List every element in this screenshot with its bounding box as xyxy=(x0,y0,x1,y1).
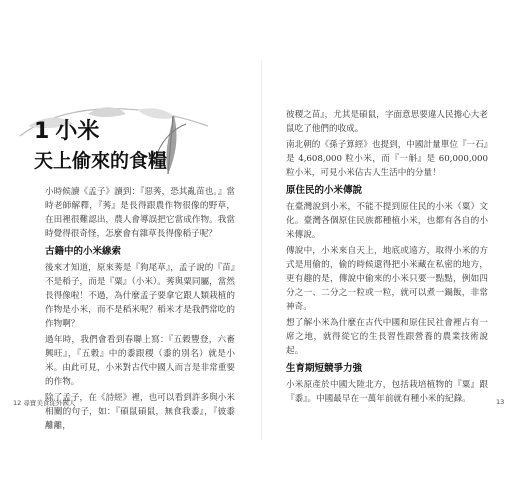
paragraph: 除了孟子，在《詩經》裡，也可以看到許多與小米相關的句子，如：『碩鼠碩鼠，無食我黍』，『彼黍離離， xyxy=(45,393,235,431)
paragraph: 過年時，我們會看到春聯上寫：『五穀豐登，六畜興旺』，『五穀』中的黍跟稷（黍的別名）就是小米。由此可見，小米對古代中國人而言是非常重要的作物。 xyxy=(45,335,235,387)
paragraph: 傳說中，小米來自天上，地底或遠方，取得小米的方式是用偷的，偷的時候還得把小米藏在私密的地方，更有趣的是，傳說中偷來的小米只要一點點，例如四分之一、二分之一粒或一粒，就可以煮一鍋飯，非常神奇。 xyxy=(286,246,488,312)
page-number: 12 xyxy=(13,399,22,407)
right-footer xyxy=(496,398,504,406)
right-page xyxy=(262,0,520,500)
chapter-heading xyxy=(34,119,167,173)
section-heading-aboriginal-legend: 原住民的小米傳說 xyxy=(286,185,363,196)
chapter-title-line xyxy=(34,119,167,145)
paragraph: 小米原產於中國大陸北方，包括栽培植物的『粟』跟『黍』。中國最早在一萬年前就有種小米的紀錄。 xyxy=(286,380,488,404)
chapter-subtitle: 天上偷來的食糧 xyxy=(34,150,168,172)
section-heading-ancient-texts: 古籍中的小米線索 xyxy=(45,246,122,257)
paragraph: 後來才知道，原來莠是『狗尾草』，孟子說的『苗』不是稻子，而是『粟』（小米）。莠與粟同屬，當然長得像啦！不過，為什麼孟子要拿它跟人類栽植的作物是小米，而不是稻米呢？稻米才是我們常吃的作物啊？ xyxy=(45,263,235,329)
paragraph: 南北朝的《孫子算經》也提到，中國計量單位『一石』是 4,608,000 粒小米，而『一斛』是 60,000,000 粒小米，可見小米佔古人生活中的分量！ xyxy=(286,140,488,178)
left-footer xyxy=(13,398,75,407)
running-title: 尋寶美食從外國人 xyxy=(23,399,76,407)
right-body xyxy=(286,108,488,408)
paragraph: 在臺灣說到小米，不能不提到原住民的小米（粟）文化。臺灣各個原住民族都種植小米，也都有各自的小米傳說。 xyxy=(286,202,488,240)
paragraph: 彼稷之苗』，尤其是碩鼠，字面意思要違人民擔心大老鼠吃了他們的收成。 xyxy=(286,110,488,134)
chapter-title: 小米 xyxy=(55,119,100,144)
paragraph: 想了解小米為什麼在古代中國和原住民社會裡占有一席之地，就得從它的生長習性跟營養的農業技術說起。 xyxy=(286,318,488,356)
section-heading-short-growth: 生育期短競爭力強 xyxy=(286,363,363,374)
intro-paragraph: 小時候讀《孟子》讀到：『惡莠，恐其亂苗也。』當時老師解釋，『莠』是長得跟農作物很像的野草，在田裡很難認出，農人會導誤把它當成作物。我當時覺得很奇怪，怎麼會有雜草長得像稻子呢？ xyxy=(45,187,235,239)
page-number: 13 xyxy=(496,398,505,406)
chapter-number: 1 xyxy=(34,119,50,144)
